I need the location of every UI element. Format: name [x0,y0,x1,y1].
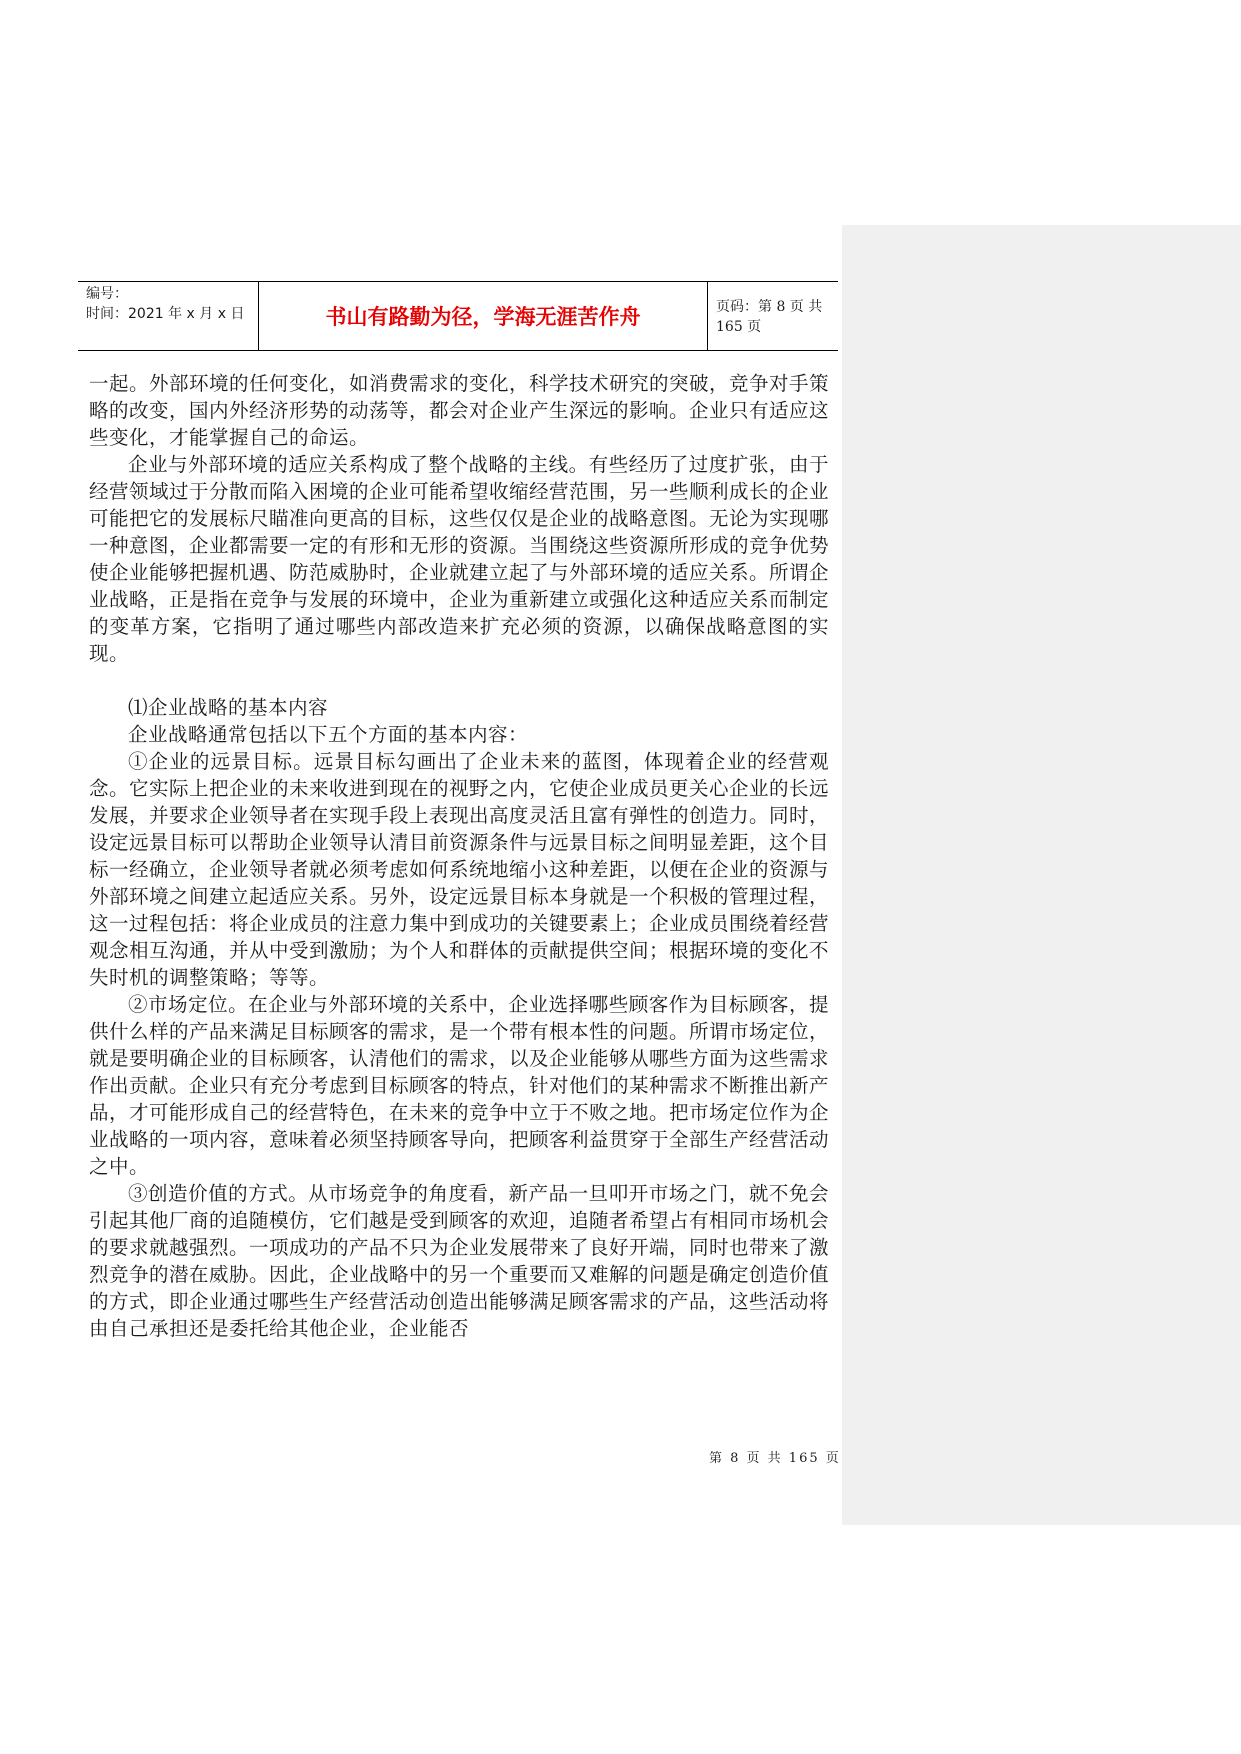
paragraph: 企业与外部环境的适应关系构成了整个战略的主线。有些经历了过度扩张，由于经营领域过于分散而陷入困境的企业可能希望收缩经营范围，另一些顺利成长的企业可能把它的发展标尺瞄准向更高的目标，这些仅仅是企业的战略意图。无论为实现哪一种意图，企业都需要一定的有形和无形的资源。当围绕这些资源所形成的竞争优势使企业能够把握机遇、防范威胁时，企业就建立起了与外部环境的适应关系。所谓企业战略，正是指在竞争与发展的环境中，企业为重新建立或强化这种适应关系而制定的变革方案，它指明了通过哪些内部改造来扩充必须的资源，以确保战略意图的实现。 [89,453,830,665]
blank-line [89,667,829,694]
paragraph: ①企业的远景目标。远景目标勾画出了企业未来的蓝图，体现着企业的经营观念。它实际上把企业的未来收进到现在的视野之内，它使企业成员更关心企业的长远发展，并要求企业领导者在实现手段上表现出高度灵活且富有弹性的创造力。同时，设定远景目标可以帮助企业领导认清目前资源条件与远景目标之间明显差距，这个目标一经确立，企业领导者就必须考虑如何系统地缩小这种差距，以便在企业的资源与外部环境之间建立起适应关系。另外，设定远景目标本身就是一个积极的管理过程，这一过程包括：将企业成员的注意力集中到成功的关键要素上；企业成员围绕着经营观念相互沟通，并从中受到激励；为个人和群体的贡献提供空间；根据环境的变化不失时机的调整策略；等等。 [89,750,830,989]
page-header [78,281,838,351]
number-label: 编号： [86,286,128,302]
header-motto: 书山有路勤为径，学海无涯苦作舟 [258,282,708,350]
time-label: 时间：2021 年 x 月 x 日 [86,306,245,322]
header-left [78,282,258,350]
comment-pane [842,225,1241,1525]
header-page-info: 页码：第 8 页 共 165 页 [716,299,823,335]
section-heading: ⑴企业战略的基本内容 [128,696,329,719]
paragraph: 企业战略通常包括以下五个方面的基本内容： [128,723,529,746]
paragraph: ③创造价值的方式。从市场竞争的角度看，新产品一旦叩开市场之门，就不免会引起其他厂商的追随模仿，它们越是受到顾客的欢迎，追随者希望占有相同市场机会的要求就越强烈。一项成功的产品不只为企业发展带来了良好开端，同时也带来了激烈竞争的潜在威胁。因此，企业战略中的另一个重要而又难解的问题是确定创造价值的方式，即企业通过哪些生产经营活动创造出能够满足顾客需求的产品，这些活动将由自己承担还是委托给其他企业，企业能否 [89,1182,830,1340]
paragraph: ②市场定位。在企业与外部环境的关系中，企业选择哪些顾客作为目标顾客，提供什么样的产品来满足目标顾客的需求，是一个带有根本性的问题。所谓市场定位，就是要明确企业的目标顾客，认清他们的需求，以及企业能够从哪些方面为这些需求作出贡献。企业只有充分考虑到目标顾客的特点，针对他们的某种需求不断推出新产品，才可能形成自己的经营特色，在未来的竞争中立于不败之地。把市场定位作为企业战略的一项内容，意味着必须坚持顾客导向，把顾客利益贯穿于全部生产经营活动之中。 [89,993,830,1178]
document-body [89,370,829,1342]
page-footer: 第 8 页 共 165 页 [709,1451,841,1466]
paragraph: 一起。外部环境的任何变化，如消费需求的变化，科学技术研究的突破，竞争对手策略的改变，国内外经济形势的动荡等，都会对企业产生深远的影响。企业只有适应这些变化，才能掌握自己的命运。 [89,372,830,449]
